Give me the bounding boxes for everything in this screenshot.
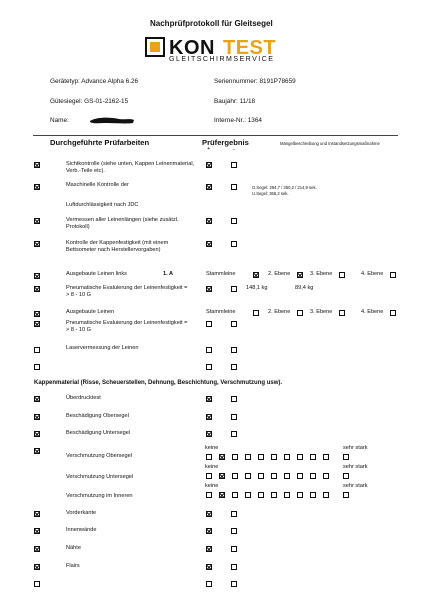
item-checkbox[interactable]	[34, 431, 40, 437]
scale-high-label: sehr stark	[343, 445, 368, 451]
result-minus-checkbox[interactable]	[231, 564, 237, 570]
section2-heading: Kappenmaterial (Risse, Scheuerstellen, Dehnung, Beschichtung, Verschmutzung usw).	[34, 380, 283, 386]
result-plus-checkbox[interactable]	[206, 396, 212, 402]
scale-checkbox[interactable]	[232, 454, 238, 460]
scale-checkbox[interactable]	[343, 473, 349, 479]
ebene4-label: 4. Ebene	[361, 271, 384, 277]
stammleine-checkbox[interactable]	[253, 310, 259, 316]
plus-column-label: +	[207, 146, 211, 152]
scale-checkbox[interactable]	[232, 492, 238, 498]
name-redaction	[89, 116, 135, 125]
dirt-label: Verschmutzung Untersegel	[66, 474, 134, 480]
result-plus-checkbox[interactable]	[206, 241, 212, 247]
scale-checkbox[interactable]	[206, 492, 212, 498]
pneu-label: Pneumatische Evaluierung der Leinenfestigkeit = > 8 - 10 G	[66, 320, 188, 333]
page-title: Nachprüfprotokoll für Gleitsegel	[150, 19, 273, 28]
scale-checkbox[interactable]	[310, 473, 316, 479]
ebene2-label: 2. Ebene	[268, 271, 291, 277]
item-checkbox[interactable]	[34, 286, 40, 292]
scale-checkbox[interactable]	[297, 473, 303, 479]
result-plus-checkbox[interactable]	[206, 218, 212, 224]
scale-low-label: keine	[205, 483, 219, 489]
result-plus-checkbox[interactable]	[206, 321, 212, 327]
scale-high-label: sehr stark	[343, 464, 368, 470]
result-minus-checkbox[interactable]	[231, 546, 237, 552]
scale-checkbox[interactable]	[271, 492, 277, 498]
item-checkbox[interactable]	[34, 581, 40, 587]
scale-checkbox[interactable]	[271, 454, 277, 460]
porosity-note-obersegel: O.Segel: 294,7 / 350,2 / 214,9 sek.	[252, 185, 317, 190]
geraetetyp: Gerätetyp: Advance Alpha 6.26	[50, 78, 139, 85]
item-checkbox[interactable]	[34, 162, 40, 168]
item-label: Vermessen aller Leinenlängen (siehe zusätzl. Protokoll)	[66, 217, 179, 230]
result-plus-checkbox[interactable]	[206, 347, 212, 353]
item-checkbox[interactable]	[34, 218, 40, 224]
scale-checkbox[interactable]	[310, 492, 316, 498]
result-minus-checkbox[interactable]	[231, 511, 237, 517]
line-strength-value-1: 148,1 kg	[246, 285, 268, 291]
result-minus-checkbox[interactable]	[231, 286, 237, 292]
result-minus-checkbox[interactable]	[231, 241, 237, 247]
scale-checkbox[interactable]	[323, 473, 329, 479]
scale-checkbox[interactable]	[245, 492, 251, 498]
result-plus-checkbox[interactable]	[206, 546, 212, 552]
dirt-label: Verschmutzung Obersegel	[66, 453, 132, 459]
kontest-logo	[145, 37, 285, 63]
lines-right-label: Ausgebaute Leinen	[66, 309, 115, 315]
scale-low-label: keine	[205, 445, 219, 451]
item-checkbox[interactable]	[34, 347, 40, 353]
scale-checkbox[interactable]	[245, 473, 251, 479]
item-checkbox[interactable]	[34, 414, 40, 420]
interne-nr: Interne-Nr.: 1364	[214, 117, 262, 124]
ebene2-label: 2. Ebene	[268, 309, 291, 315]
item-checkbox[interactable]	[34, 528, 40, 534]
result-plus-checkbox[interactable]	[206, 364, 212, 370]
item-label: Innenwände	[66, 527, 97, 533]
ebene2-checkbox[interactable]	[297, 272, 303, 278]
result-plus-checkbox[interactable]	[206, 286, 212, 292]
scale-checkbox[interactable]	[206, 454, 212, 460]
scale-checkbox[interactable]	[271, 473, 277, 479]
result-plus-checkbox[interactable]	[206, 184, 212, 190]
ebene2-checkbox[interactable]	[297, 310, 303, 316]
laser-label: Laservermessung der Leinen	[66, 345, 139, 351]
logo-brand-part1: KON	[169, 37, 215, 59]
notes-heading: Mängelbeschreibung und Instandsetzungsmaßnahme	[280, 141, 380, 146]
seriennummer: Seriennummer: 8191P78659	[214, 78, 296, 85]
result-plus-checkbox[interactable]	[206, 414, 212, 420]
stammleine-checkbox[interactable]	[253, 272, 259, 278]
result-plus-checkbox[interactable]	[206, 511, 212, 517]
ebene4-checkbox[interactable]	[390, 310, 396, 316]
result-minus-checkbox[interactable]	[231, 184, 237, 190]
item-checkbox[interactable]	[34, 273, 40, 279]
item-checkbox[interactable]	[34, 321, 40, 327]
porosity-note-untersegel: U.Segel: 366,2 sek.	[252, 191, 289, 196]
ebene4-label: 4. Ebene	[361, 309, 384, 315]
item-label: Vorderkante	[66, 510, 97, 516]
scale-checkbox[interactable]	[219, 454, 225, 460]
item-checkbox[interactable]	[34, 396, 40, 402]
scale-checkbox[interactable]	[323, 454, 329, 460]
divider	[33, 135, 398, 136]
logo-mark-icon	[145, 37, 165, 57]
result-minus-checkbox[interactable]	[231, 347, 237, 353]
scale-checkbox[interactable]	[258, 473, 264, 479]
scale-high-label: sehr stark	[343, 483, 368, 489]
result-plus-checkbox[interactable]	[206, 162, 212, 168]
ebene4-checkbox[interactable]	[390, 272, 396, 278]
result-minus-checkbox[interactable]	[231, 431, 237, 437]
result-plus-checkbox[interactable]	[206, 581, 212, 587]
item-label: Beschädigung Obersegel	[66, 413, 129, 419]
result-minus-checkbox[interactable]	[231, 396, 237, 402]
result-minus-checkbox[interactable]	[231, 321, 237, 327]
result-minus-checkbox[interactable]	[231, 528, 237, 534]
result-minus-checkbox[interactable]	[231, 162, 237, 168]
item-label: Überdrucktest	[66, 395, 101, 401]
item-label: Flairs	[66, 563, 80, 569]
result-minus-checkbox[interactable]	[231, 581, 237, 587]
ebene3-checkbox[interactable]	[339, 310, 345, 316]
result-plus-checkbox[interactable]	[206, 564, 212, 570]
result-minus-checkbox[interactable]	[231, 364, 237, 370]
result-plus-checkbox[interactable]	[206, 431, 212, 437]
scale-checkbox[interactable]	[343, 492, 349, 498]
minus-column-label: -	[233, 147, 235, 153]
scale-checkbox[interactable]	[284, 473, 290, 479]
item-label: Nähte	[66, 545, 81, 551]
scale-checkbox[interactable]	[310, 454, 316, 460]
scale-checkbox[interactable]	[258, 454, 264, 460]
scale-checkbox[interactable]	[284, 454, 290, 460]
item-checkbox[interactable]	[34, 511, 40, 517]
ebene3-label: 3. Ebene	[310, 309, 333, 315]
scale-checkbox[interactable]	[323, 492, 329, 498]
scale-low-label: keine	[205, 464, 219, 470]
result-heading: Prüfergebnis	[202, 138, 249, 147]
scale-checkbox[interactable]	[232, 473, 238, 479]
baujahr: Baujahr: 11/18	[214, 98, 256, 105]
scale-checkbox[interactable]	[219, 492, 225, 498]
result-minus-checkbox[interactable]	[231, 414, 237, 420]
item-label: Kontrolle der Kappenfestigkeit (mit einem Bettsometer nach Herstellervorgaben)	[66, 240, 169, 253]
name-label: Name:	[50, 117, 69, 124]
item-checkbox[interactable]	[34, 364, 40, 370]
item-checkbox[interactable]	[34, 448, 40, 454]
scale-checkbox[interactable]	[343, 454, 349, 460]
item-label-line2: Luftdurchlässigkeit nach JDC	[66, 202, 139, 208]
item-checkbox[interactable]	[34, 241, 40, 247]
line-strength-value-2: 89,4 kg	[295, 285, 314, 291]
stammleine-label: Stammleine	[206, 309, 236, 315]
stammleine-label: Stammleine	[206, 271, 236, 277]
scale-checkbox[interactable]	[245, 454, 251, 460]
scale-checkbox[interactable]	[206, 473, 212, 479]
pneu-label: Pneumatische Evaluierung der Leinenfestigkeit = > 8 - 10 G	[66, 285, 188, 298]
scale-checkbox[interactable]	[219, 473, 225, 479]
scale-checkbox[interactable]	[284, 492, 290, 498]
ebene3-label: 3. Ebene	[310, 271, 333, 277]
result-minus-checkbox[interactable]	[231, 218, 237, 224]
lines-left-label: Ausgebaute Leinen links	[66, 271, 127, 277]
item-checkbox[interactable]	[34, 311, 40, 317]
section1-heading: Durchgeführte Prüfarbeiten	[50, 138, 150, 147]
ebene3-checkbox[interactable]	[339, 272, 345, 278]
logo-subtitle: GLEITSCHIRMSERVICE	[169, 56, 275, 63]
item-checkbox[interactable]	[34, 546, 40, 552]
logo-brand-part2: TEST	[223, 37, 277, 59]
dirt-label: Verschmutzung im Inneren	[66, 493, 133, 499]
item-label: Maschinelle Kontrolle der	[66, 182, 129, 188]
result-plus-checkbox[interactable]	[206, 528, 212, 534]
scale-checkbox[interactable]	[258, 492, 264, 498]
scale-checkbox[interactable]	[297, 454, 303, 460]
item-label: Sichtkontrolle (siehe unten, Kappen Leinenmaterial, Verb.-Teile etc).	[66, 161, 195, 174]
scale-checkbox[interactable]	[297, 492, 303, 498]
lines-left-count: 1. A	[163, 271, 174, 277]
item-checkbox[interactable]	[34, 184, 40, 190]
item-checkbox[interactable]	[34, 564, 40, 570]
item-label: Beschädigung Untersegel	[66, 430, 131, 436]
guetesiegel: Gütesiegel: GS-01-2162-15	[50, 98, 129, 105]
